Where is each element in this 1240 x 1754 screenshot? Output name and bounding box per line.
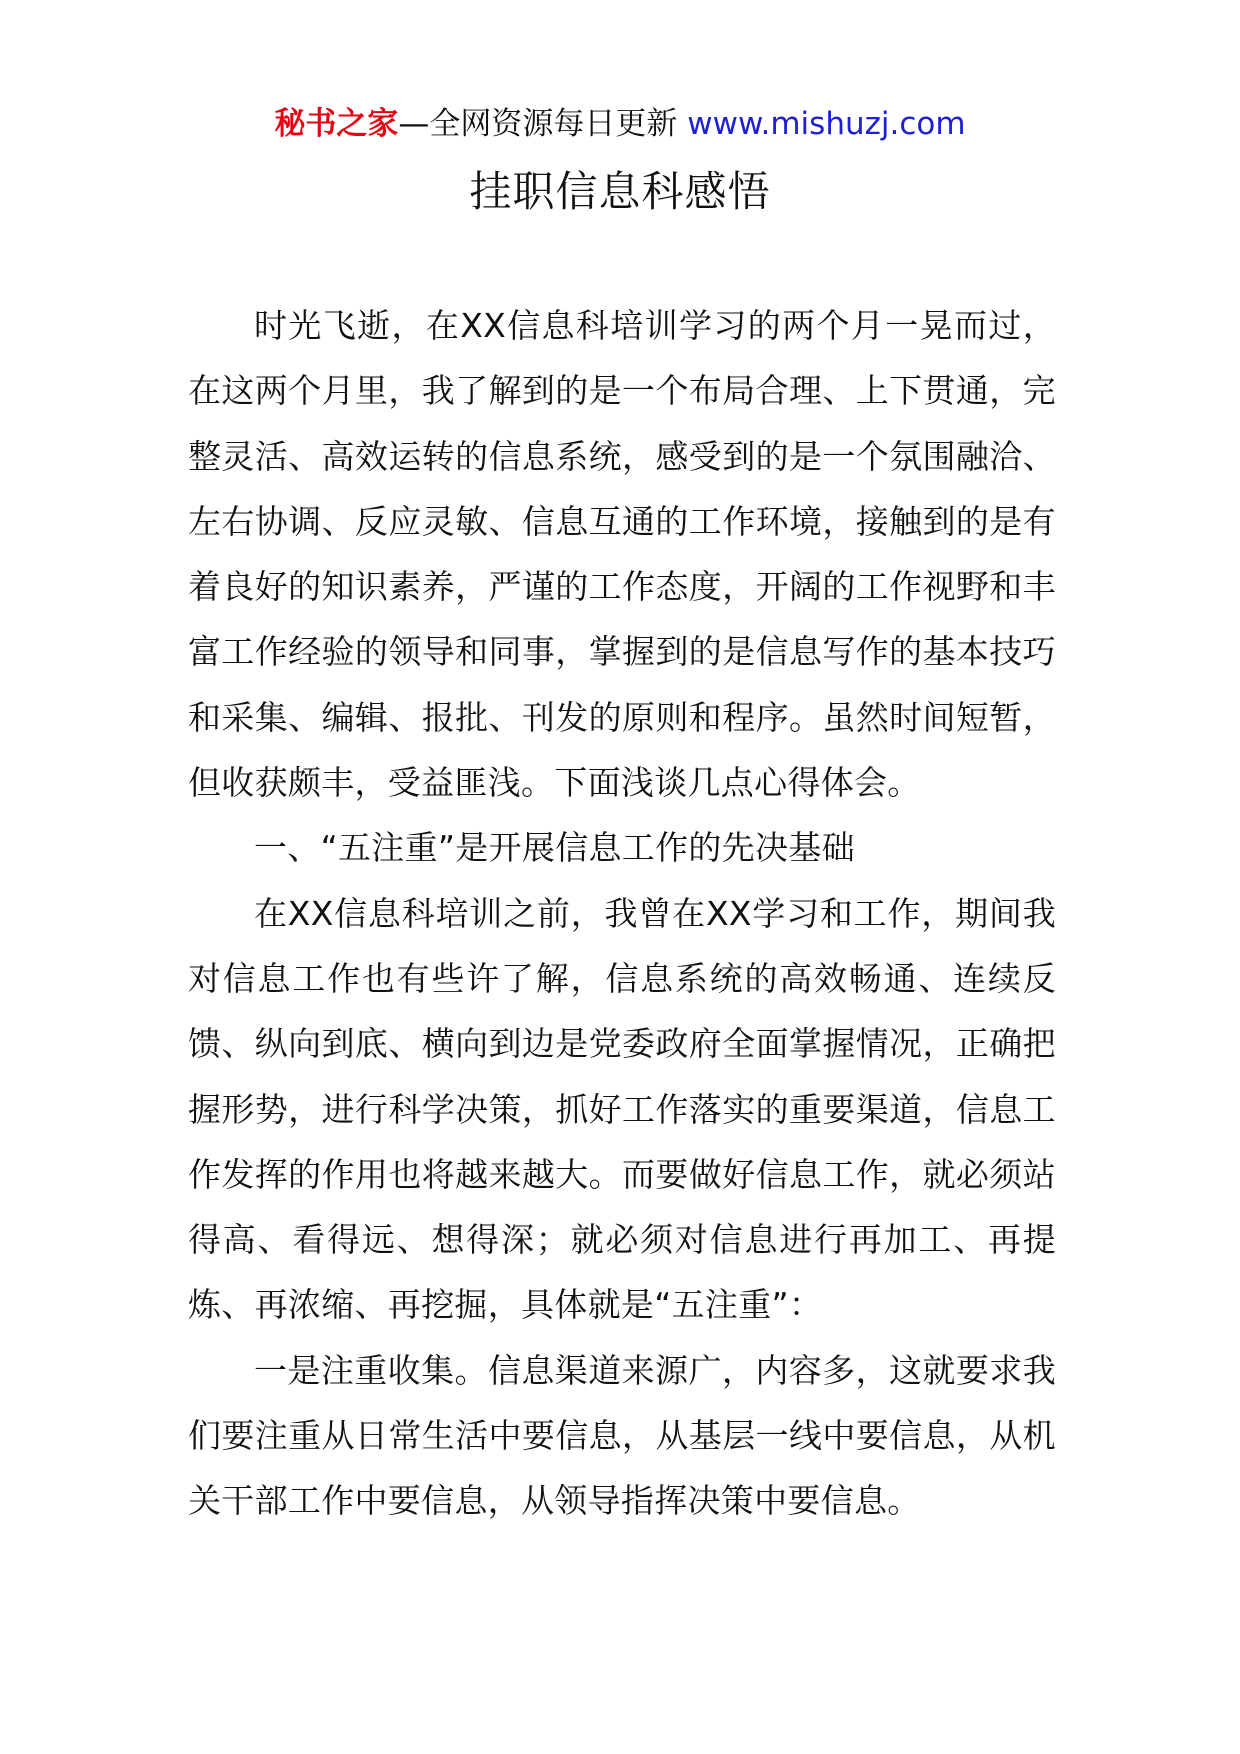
document-body [188, 293, 1056, 1534]
intro-paragraph: 时光飞逝，在XX信息科培训学习的两个月一晃而过，在这两个月里，我了解到的是一个布局合理、上下贯通，完整灵活、高效运转的信息系统，感受到的是一个氛围融洽、左右协调、反应灵敏、信息互通的工作环境，接触到的是有着良好的知识素养，严谨的工作态度，开阔的工作视野和丰富工作经验的领导和同事，掌握到的是信息写作的基本技巧和采集、编辑、报批、刊发的原则和程序。虽然时间短暂，但收获颇丰，受益匪浅。下面浅谈几点心得体会。 [188, 306, 1056, 803]
body-paragraph: 一是注重收集。信息渠道来源广，内容多，这就要求我们要注重从日常生活中要信息，从基层一线中要信息，从机关干部工作中要信息，从领导指挥决策中要信息。 [188, 1350, 1056, 1521]
document-title: 挂职信息科感悟 [469, 167, 771, 216]
site-slogan: —全网资源每日更新 [398, 106, 688, 142]
site-url-link[interactable]: www.mishuzj.com [687, 106, 966, 142]
section-heading: 一、“五注重”是开展信息工作的先决基础 [254, 828, 855, 868]
body-paragraph: 在XX信息科培训之前，我曾在XX学习和工作，期间我对信息工作也有些许了解，信息系统的高效畅通、连续反馈、纵向到底、横向到边是党委政府全面掌握情况，正确把握形势，进行科学决策，抓好工作落实的重要渠道，信息工作发挥的作用也将越来越大。而要做好信息工作，就必须站得高、看得远、想得深；就必须对信息进行再加工、再提炼、再浓缩、再挖掘，具体就是“五注重”： [188, 893, 1056, 1325]
site-header-banner [0, 98, 1240, 150]
site-name: 秘书之家 [274, 106, 399, 142]
